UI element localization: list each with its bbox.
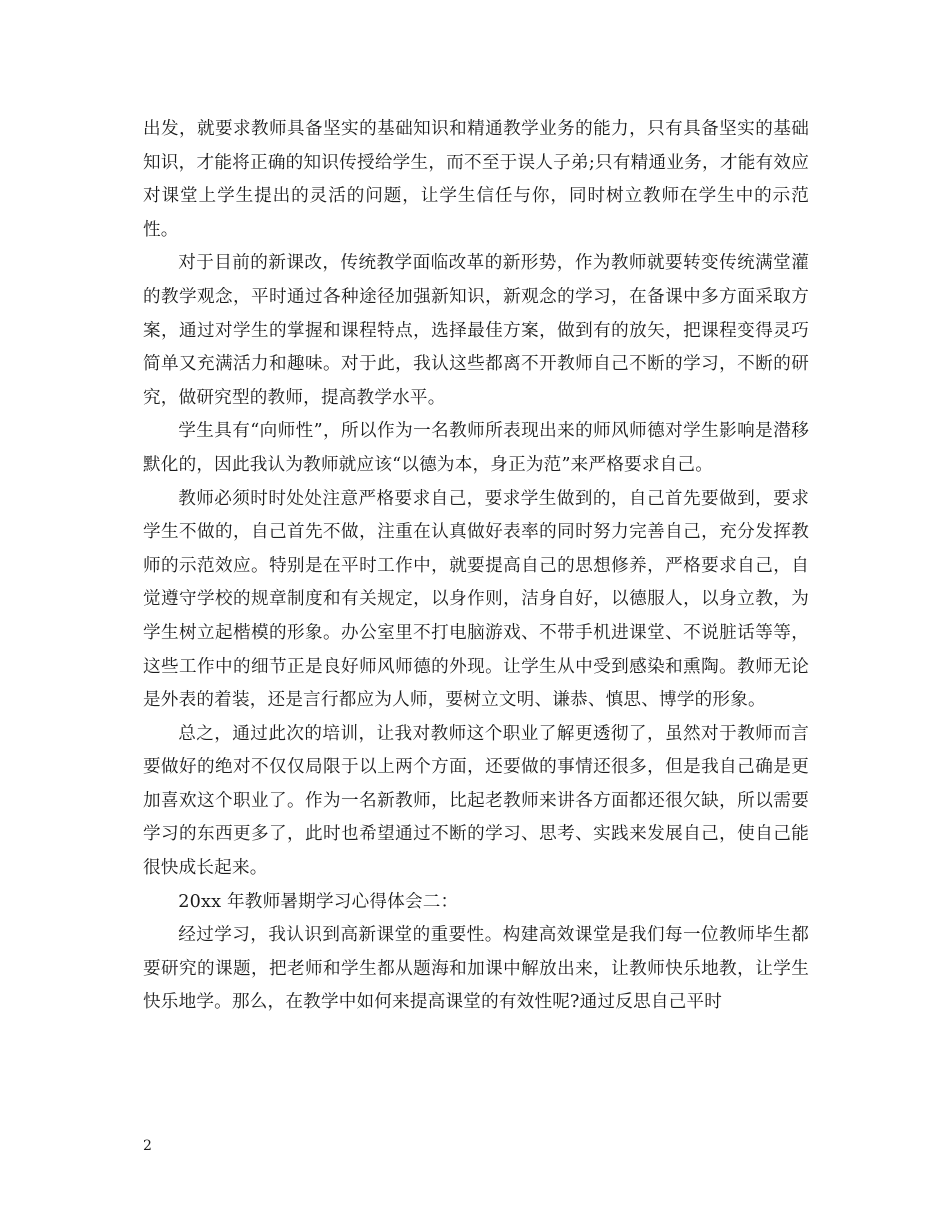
document-body bbox=[143, 113, 809, 1020]
paragraph-6: 经过学习，我认识到高新课堂的重要性。构建高效课堂是我们每一位教师毕生都要研究的课题，把老师和学生都从题海和加课中解放出来，让教师快乐地教，让学生快乐地学。那么，在教学中如何来提高课堂的有效性呢?通过反思自己平时 bbox=[143, 925, 809, 1013]
paragraph-3: 学生具有“向师性”，所以作为一名教师所表现出来的师风师德对学生影响是潜移默化的，因此我认为教师就应该“以德为本，身正为范”来严格要求自己。 bbox=[143, 421, 809, 475]
paragraph-5: 总之，通过此次的培训，让我对教师这个职业了解更透彻了，虽然对于教师而言要做好的绝对不仅仅局限于以上两个方面，还要做的事情还很多，但是我自己确是更加喜欢这个职业了。作为一名新教师，比起老教师来讲各方面都还很欠缺，所以需要学习的东西更多了，此时也希望通过不断的学习、思考、实践来发展自己，使自己能很快成长起来。 bbox=[143, 723, 809, 879]
paragraph-1: 出发，就要求教师具备坚实的基础知识和精通教学业务的能力，只有具备坚实的基础知识，才能将正确的知识传授给学生，而不至于误人子弟;只有精通业务，才能有效应对课堂上学生提出的灵活的问题，让学生信任与你，同时树立教师在学生中的示范性。 bbox=[143, 119, 809, 240]
paragraph-2: 对于目前的新课改，传统教学面临改革的新形势，作为教师就要转变传统满堂灌的教学观念，平时通过各种途径加强新知识，新观念的学习，在备课中多方面采取方案，通过对学生的掌握和课程特点，选择最佳方案，做到有的放矢，把课程变得灵巧简单又充满活力和趣味。对于此，我认这些都离不开教师自己不断的学习，不断的研究，做研究型的教师，提高教学水平。 bbox=[143, 253, 809, 408]
page-number: 2 bbox=[143, 1138, 152, 1154]
section-heading: 20xx 年教师暑期学习心得体会二： bbox=[178, 891, 459, 912]
paragraph-4: 教师必须时时处处注意严格要求自己，要求学生做到的，自己首先要做到，要求学生不做的，自己首先不做，注重在认真做好表率的同时努力完善自己，充分发挥教师的示范效应。特别是在平时工作中，就要提高自己的思想修养，严格要求自己，自觉遵守学校的规章制度和有关规定，以身作则，洁身自好，以德服人，以身立教，为学生树立起楷模的形象。办公室里不打电脑游戏、不带手机进课堂、不说脏话等等，这些工作中的细节正是良好师风师德的外现。让学生从中受到感染和熏陶。教师无论是外表的着装，还是言行都应为人师，要树立文明、谦恭、慎思、博学的形象。 bbox=[143, 488, 809, 711]
